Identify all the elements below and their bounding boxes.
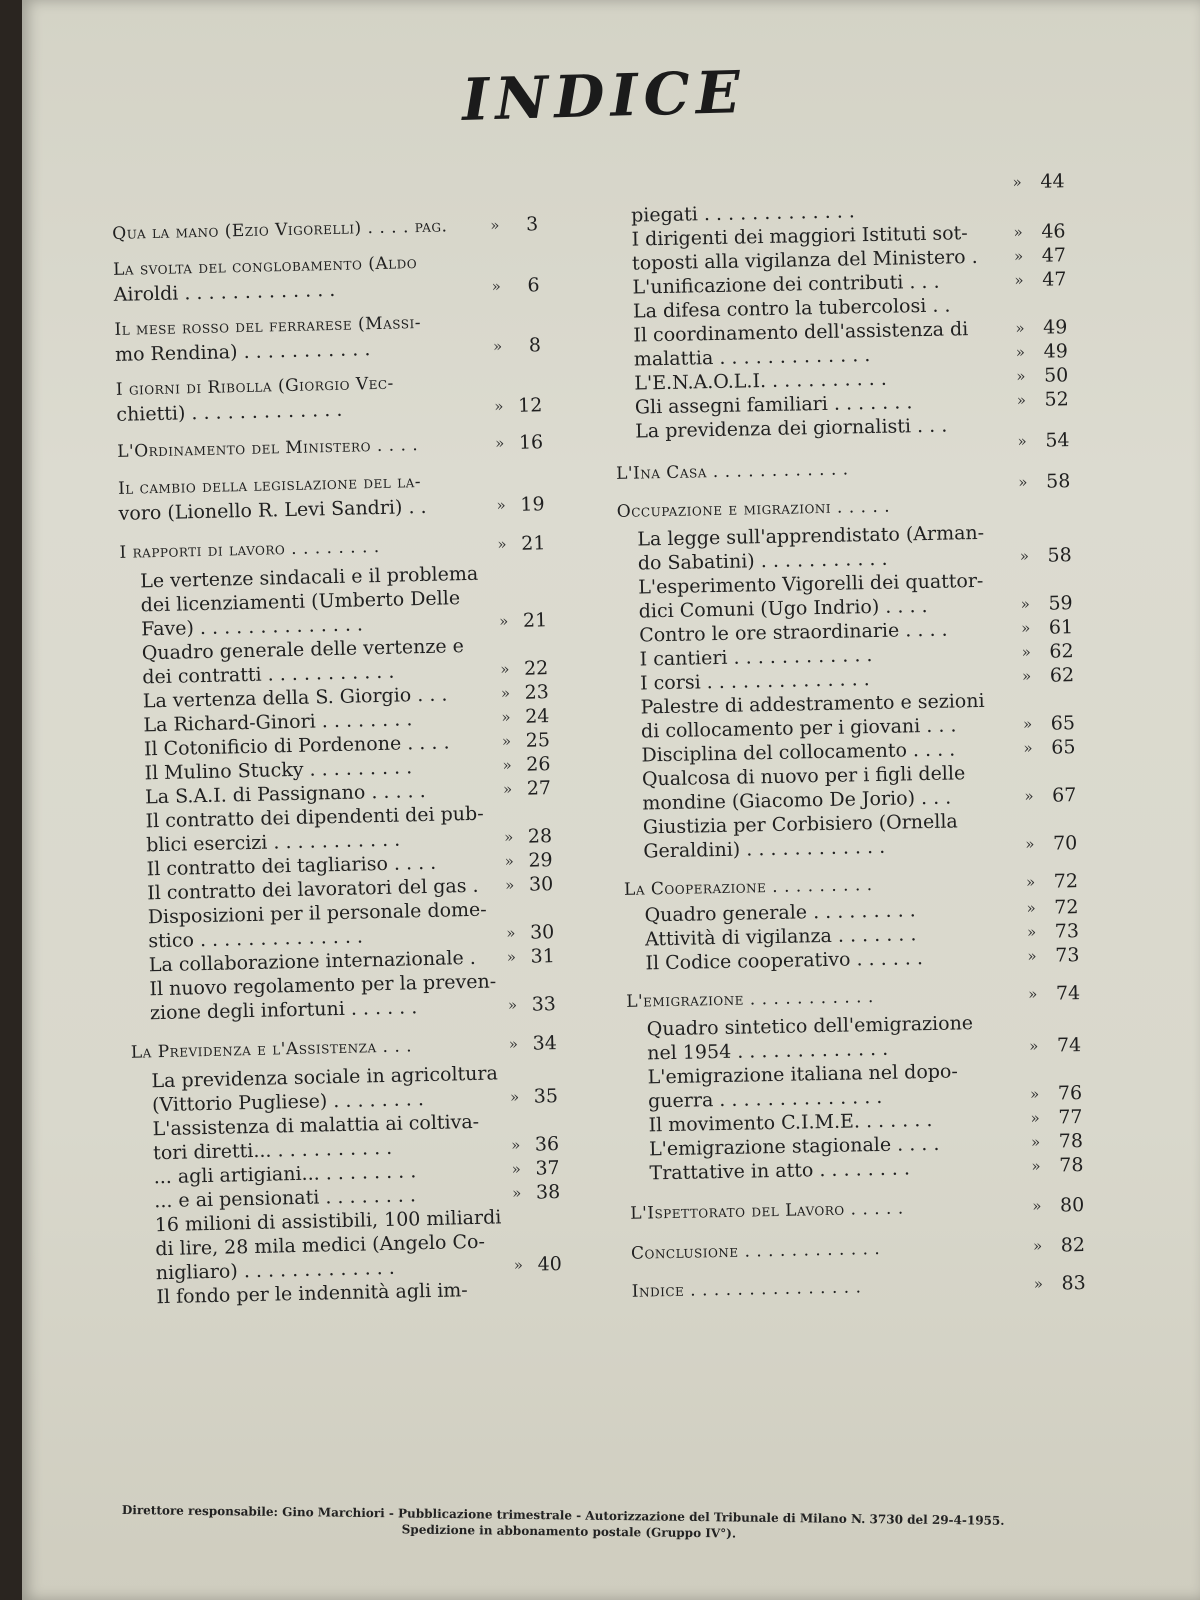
entry-page-number: 31 [530, 945, 556, 968]
ditto-mark-icon: » [1032, 1196, 1042, 1216]
entry-page-number: 83 [1061, 1272, 1086, 1295]
entry-title: malattia . . . . . . . . . . . . . [633, 344, 871, 371]
entry-title: Il coordinamento dell'assistenza di [633, 318, 969, 347]
entry-page-number: 30 [529, 921, 555, 944]
entry-title: stico . . . . . . . . . . . . . . [148, 925, 364, 953]
ditto-mark-icon: » [503, 828, 514, 847]
ditto-mark-icon: » [1021, 642, 1031, 662]
entry-title: Il movimento C.I.M.E. . . . . . . [648, 1108, 933, 1137]
colophon-footer [122, 1502, 1122, 1546]
entry-title: Il contratto dei tagliariso . . . . [146, 851, 437, 881]
entry-title: La previdenza dei giornalisti . . . [635, 414, 948, 443]
entry-page-number: 3 [525, 213, 539, 236]
ditto-mark-icon: » [497, 535, 507, 554]
ditto-mark-icon: » [1013, 247, 1024, 266]
entry-title: La svolta del conglobamento (Aldo [112, 253, 418, 280]
entry-title: Il contratto dei lavoratori del gas . [147, 874, 479, 905]
ditto-mark-icon: » [1027, 946, 1037, 966]
ditto-mark-icon: » [494, 397, 504, 416]
entry-title: toposti alla vigilanza del Ministero . [631, 245, 978, 275]
ditto-mark-icon: » [506, 923, 516, 943]
ditto-mark-icon: » [1030, 1108, 1040, 1128]
entry-title: Le vertenze sindacali e il problema [139, 562, 479, 593]
entry-page-number: 16 [518, 431, 544, 454]
entry-page-number: 65 [1050, 712, 1076, 735]
ditto-mark-icon: » [1014, 271, 1024, 290]
index-entry [131, 1031, 581, 1065]
document-page [22, 0, 1200, 1600]
entry-title: I cantieri . . . . . . . . . . . . [639, 644, 873, 671]
entry-page-number: 12 [517, 394, 543, 417]
entry-page-number: 61 [1048, 616, 1074, 639]
entry-title: ... e ai pensionati . . . . . . . . [154, 1184, 417, 1213]
entry-title: do Sabatini) . . . . . . . . . . . [637, 547, 888, 575]
entry-title: La legge sull'apprendistato (Arman- [637, 521, 985, 551]
entry-title: Disposizioni per il personale dome- [147, 898, 487, 929]
entry-page-number: 80 [1059, 1194, 1085, 1217]
entry-page-number: 49 [1043, 340, 1069, 363]
entry-page-number: 47 [1042, 268, 1067, 291]
entry-title: Il cambio della legislazione del la- [117, 472, 422, 499]
entry-title: L'Ispettorato del Lavoro . . . . . [630, 1198, 904, 1224]
index-entry [632, 1270, 1132, 1304]
entry-page-number: 34 [532, 1032, 558, 1055]
footer-line-1: Direttore responsabile: Gino Marchiori - Pubblicazione trimestrale - Autorizzazione del Tribunale di Milano N. 3730 del 29-4-1955. [121, 1502, 1005, 1528]
entry-title: Il nuovo regolamento per la preven- [149, 970, 497, 1001]
ditto-mark-icon: » [1029, 1084, 1040, 1104]
entry-title: blici esercizi . . . . . . . . . . . [145, 828, 401, 857]
index-entry [112, 212, 562, 246]
ditto-mark-icon: » [1023, 738, 1033, 758]
ditto-mark-icon: » [1033, 1274, 1044, 1294]
entry-page-number: 8 [528, 334, 542, 357]
entry-title: La collaborazione internazionale . [148, 946, 477, 977]
entry-title: mo Rendina) . . . . . . . . . . . [114, 338, 371, 366]
footer-line-2: Spedizione in abbonamento postale (Gruppo IV°). [401, 1522, 737, 1541]
entry-title: nel 1954 . . . . . . . . . . . . . [647, 1037, 889, 1065]
ditto-mark-icon: » [504, 851, 515, 871]
ditto-mark-icon: » [500, 684, 511, 703]
ditto-mark-icon: » [511, 1183, 522, 1203]
ditto-mark-icon: » [1016, 367, 1026, 386]
ditto-mark-icon: » [1025, 834, 1035, 854]
ditto-mark-icon: » [1025, 872, 1036, 892]
ditto-mark-icon: » [506, 947, 517, 967]
entry-page-number: 74 [1056, 1034, 1082, 1057]
entry-page-number: 36 [534, 1133, 560, 1156]
entry-page-number: 67 [1051, 784, 1077, 807]
entry-page-number: 26 [526, 753, 551, 776]
entry-page-number: 54 [1045, 429, 1070, 452]
entry-title: di collocamento per i giovani . . . [640, 714, 957, 743]
entry-title: La vertenza della S. Giorgio . . . [142, 683, 448, 713]
ditto-mark-icon: » [1019, 547, 1030, 566]
entry-page-number: 40 [537, 1253, 563, 1276]
entry-page-number: 30 [528, 873, 554, 896]
entry-title: (Vittorio Pugliese) . . . . . . . . [151, 1088, 425, 1117]
ditto-mark-icon: » [1030, 1132, 1041, 1152]
entry-title: I rapporti di lavoro . . . . . . . . [119, 536, 380, 563]
entry-title: L'unificazione dei contributi . . . [632, 270, 940, 299]
entry-title: Contro le ore straordinarie . . . . [638, 618, 948, 647]
ditto-mark-icon: » [511, 1159, 522, 1179]
entry-title: Trattative in atto . . . . . . . . [649, 1157, 911, 1185]
entry-page-number: 21 [522, 609, 548, 632]
ditto-mark-icon: » [501, 732, 512, 751]
page-title: INDICE [461, 58, 747, 134]
entry-title: piegati . . . . . . . . . . . . . [630, 200, 856, 227]
entry-page-number: 65 [1051, 736, 1076, 759]
entry-page-number: 73 [1055, 944, 1080, 967]
entry-title: chietti) . . . . . . . . . . . . . [116, 398, 343, 426]
entry-page-number: 52 [1044, 388, 1069, 411]
ditto-mark-icon: » [502, 756, 512, 775]
ditto-mark-icon: » [498, 612, 509, 631]
entry-title: Il contratto dei dipendenti dei pub- [145, 802, 484, 833]
entry-title: Fave) . . . . . . . . . . . . . . [141, 613, 364, 641]
entry-title: Giustizia per Corbisiero (Ornella [642, 810, 958, 839]
entry-page-number: 27 [526, 777, 552, 800]
index-entry [631, 1232, 1131, 1266]
entry-title: L'emigrazione . . . . . . . . . . . [626, 987, 874, 1012]
ditto-mark-icon: » [513, 1255, 524, 1275]
entry-page-number: 78 [1058, 1130, 1084, 1153]
entry-page-number: 22 [523, 657, 549, 680]
entry-title: Quadro sintetico dell'emigrazione [646, 1012, 974, 1041]
entry-page-number: 49 [1042, 316, 1068, 339]
ditto-mark-icon: » [492, 337, 503, 356]
entry-title: L'emigrazione stagionale . . . . [648, 1132, 940, 1161]
ditto-mark-icon: » [500, 660, 510, 679]
entry-page-number: 35 [533, 1085, 559, 1108]
entry-title: ... agli artigiani... . . . . . . . . [153, 1160, 417, 1189]
entry-title: Quadro generale delle vertenze e [141, 635, 465, 665]
ditto-mark-icon: » [1016, 391, 1027, 410]
entry-page-number: 38 [535, 1181, 561, 1204]
ditto-mark-icon: » [504, 875, 515, 895]
entry-title: L'esperimento Vigorelli dei quattor- [638, 569, 984, 599]
entry-title: Il Mulino Stucky . . . . . . . . . [144, 756, 413, 785]
entry-title: Gli assegni familiari . . . . . . . [634, 391, 913, 419]
entry-title: I corsi . . . . . . . . . . . . . . [639, 668, 870, 695]
entry-page-number: 82 [1060, 1234, 1086, 1257]
ditto-mark-icon: » [1021, 666, 1032, 686]
ditto-mark-icon: » [490, 216, 500, 235]
entry-page-number: 25 [525, 729, 551, 752]
entry-title: La difesa contro la tubercolosi . . [632, 294, 951, 323]
entry-title: Il Codice cooperativo . . . . . . [645, 947, 924, 975]
ditto-mark-icon: » [1027, 984, 1038, 1004]
entry-page-number: 72 [1054, 896, 1079, 919]
entry-title: L'assistenza di malattia ai coltiva- [152, 1110, 480, 1141]
entry-title: Indice . . . . . . . . . . . . . . . [631, 1277, 862, 1302]
entry-page-number: 72 [1053, 870, 1079, 893]
ditto-mark-icon: » [1024, 786, 1034, 806]
entry-title: Quadro generale . . . . . . . . . [644, 899, 916, 927]
entry-title: 16 milioni di assistibili, 100 miliardi [154, 1206, 502, 1237]
entry-title: Disciplina del collocamento . . . . [641, 738, 956, 767]
ditto-mark-icon: » [1013, 223, 1023, 242]
entry-page-number: 62 [1049, 640, 1074, 663]
entry-title: Airoldi . . . . . . . . . . . . . [113, 278, 336, 306]
ditto-mark-icon: » [1017, 432, 1027, 451]
ditto-mark-icon: » [1020, 594, 1031, 614]
entry-title: Il fondo per le indennità agli im- [156, 1279, 468, 1309]
entry-title: La Richard-Ginori . . . . . . . . [143, 708, 413, 737]
ditto-mark-icon: » [509, 1087, 520, 1107]
entry-title: dei contratti . . . . . . . . . . . [142, 660, 395, 689]
entry-title: L'E.N.A.O.L.I. . . . . . . . . . . [634, 367, 888, 395]
ditto-mark-icon: » [1020, 618, 1031, 638]
entry-page-number: 24 [524, 705, 550, 728]
entry-title: I giorni di Ribolla (Giorgio Vec- [115, 373, 395, 400]
entry-page-number: 78 [1059, 1154, 1084, 1177]
entry-title: Il Cotonificio di Pordenone . . . . [143, 731, 450, 761]
entry-page-number: 77 [1058, 1106, 1083, 1129]
ditto-mark-icon: » [1028, 1036, 1039, 1056]
entry-page-number: 44 [1040, 170, 1065, 193]
entry-title: Occupazione e migrazioni . . . . . [616, 496, 891, 522]
ditto-mark-icon: » [1015, 343, 1026, 362]
entry-title: zione degli infortuni . . . . . . [149, 996, 418, 1025]
entry-page-number: 47 [1041, 244, 1067, 267]
ditto-mark-icon: » [1026, 898, 1036, 918]
entry-title: La previdenza sociale in agricoltura [151, 1062, 499, 1093]
ditto-mark-icon: » [1026, 922, 1037, 942]
entry-title: Conclusione . . . . . . . . . . . . [630, 1238, 881, 1264]
ditto-mark-icon: » [1022, 714, 1033, 734]
entry-page-number: 23 [524, 681, 550, 704]
entry-title: dei licenziamenti (Umberto Delle [140, 587, 461, 617]
ditto-mark-icon: » [1018, 473, 1028, 492]
entry-title: voro (Lionello R. Levi Sandri) . . [118, 495, 427, 525]
entry-title: dici Comuni (Ugo Indrio) . . . . [638, 594, 928, 623]
ditto-mark-icon: » [1015, 319, 1025, 338]
entry-title: Il mese rosso del ferrarese (Massi- [114, 312, 422, 340]
entry-page-number: 74 [1055, 982, 1081, 1005]
ditto-mark-icon: » [1031, 1156, 1041, 1176]
entry-title: di lire, 28 mila medici (Angelo Co- [155, 1230, 486, 1261]
entry-page-number: 46 [1041, 220, 1066, 243]
ditto-mark-icon: » [502, 780, 513, 799]
entry-page-number: 73 [1054, 920, 1080, 943]
entry-title: Geraldini) . . . . . . . . . . . . [643, 835, 886, 863]
entry-page-number: 19 [520, 493, 545, 516]
entry-page-number: 6 [527, 274, 540, 297]
entry-page-number: 37 [535, 1157, 560, 1180]
entry-page-number: 50 [1043, 364, 1069, 387]
entry-title: Palestre di addestramento e sezioni [640, 689, 985, 719]
ditto-mark-icon: » [507, 995, 518, 1015]
entry-page-number: 70 [1052, 832, 1078, 855]
ditto-mark-icon: » [501, 708, 511, 727]
entry-page-number: 28 [527, 825, 553, 848]
entry-page-number: 29 [528, 849, 553, 872]
entry-page-number: 21 [521, 532, 546, 555]
entry-title: mondine (Giacomo De Jorio) . . . [642, 786, 952, 815]
index-entry [119, 531, 569, 565]
entry-title: L'Ordinamento del Ministero . . . . [117, 435, 419, 462]
entry-page-number: 76 [1057, 1082, 1083, 1105]
entry-title: Qualcosa di nuovo per i figli delle [641, 762, 966, 791]
ditto-mark-icon: » [510, 1135, 521, 1155]
entry-page-number: 58 [1047, 544, 1072, 567]
entry-page-number: 62 [1049, 664, 1075, 687]
entry-title: La Cooperazione . . . . . . . . . [623, 875, 873, 900]
entry-title: L'Ina Casa . . . . . . . . . . . . [615, 459, 849, 484]
index-entry [117, 430, 567, 464]
ditto-mark-icon: » [491, 277, 501, 296]
ditto-mark-icon: » [496, 496, 506, 515]
entry-page-number: 58 [1045, 470, 1071, 493]
entry-title: Qua la mano (Ezio Vigorelli) . . . . pag. [112, 216, 448, 244]
ditto-mark-icon: » [494, 434, 505, 453]
ditto-mark-icon: » [508, 1034, 519, 1054]
ditto-mark-icon: » [1012, 173, 1022, 192]
entry-title: La Previdenza e l'Assistenza . . . [130, 1036, 413, 1063]
entry-page-number: 59 [1048, 592, 1073, 615]
entry-title: L'emigrazione italiana nel dopo- [647, 1060, 959, 1089]
entry-title: I dirigenti dei maggiori Istituti sot- [631, 222, 968, 251]
index-entry [630, 1192, 1130, 1226]
ditto-mark-icon: » [1032, 1236, 1043, 1256]
entry-title: tori diretti... . . . . . . . . . . [152, 1136, 393, 1165]
entry-title: nigliaro) . . . . . . . . . . . . . [155, 1256, 396, 1285]
entry-title: Attività di vigilanza . . . . . . . [644, 923, 917, 951]
entry-page-number: 33 [531, 993, 557, 1016]
entry-title: guerra . . . . . . . . . . . . . . [647, 1085, 883, 1113]
entry-title: La S.A.I. di Passignano . . . . . [144, 779, 426, 809]
